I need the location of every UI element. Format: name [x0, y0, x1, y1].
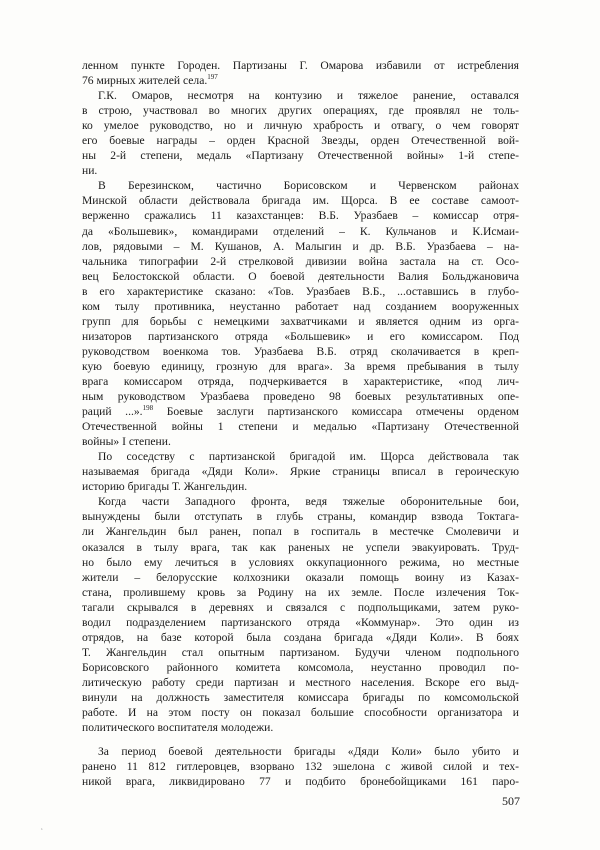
text-line: вынуждены были отступать в глубь страны, командир взвода Токтага- [82, 510, 519, 524]
text-line: раций ...».$^{198}$ Боевые заслуги партизанского комиссара отмечены орденом [82, 404, 519, 419]
text-line: В Березинском, частично Борисовском и Червенском районах [98, 179, 519, 193]
text-line: ны 2-й степени, медаль «Партизану Отечественной войны» 1-й степе- [82, 149, 519, 163]
text-line: да «Большевик», командирами отделений – К. Кульчанов и К.Исмаи- [82, 224, 519, 238]
paragraph [82, 58, 519, 88]
text-line: политического воспитателя молодежи. [82, 721, 274, 735]
text-line: называемая бригада «Дяди Коли». Яркие страницы вписал в героическую [82, 465, 519, 479]
text-line: ранено 11 812 гитлеровцев, взорвано 132 эшелона с живой силой и тех- [82, 760, 519, 774]
text-line: оказался в тылу врага, так как раненых не успели эвакуировать. Труд- [82, 540, 519, 554]
text-line: ком тылу противника, неустанно работает над созданием вооруженных [82, 299, 519, 313]
text-line: работе. И на этом посту он показал большие способности организатора и [82, 706, 519, 720]
text-line: ли Жангельдин был ранен, попал в госпиталь в местечке Смолевичи и [82, 525, 519, 539]
text-line: стана, пролившему кровь за Родину на их земле. После излечения Ток- [82, 585, 519, 599]
text-line: По соседству с партизанской бригадой им. Щорса действовала так [98, 450, 519, 464]
text-line: ни. [82, 164, 98, 178]
text-line: Г.К. Омаров, несмотря на контузию и тяжелое ранение, оставался [98, 89, 519, 103]
footnote-ref: 198 [142, 404, 154, 413]
text-line: ленном пункте Городен. Партизаны Г. Омарова избавили от истребления [82, 59, 519, 72]
page-number: 507 [502, 794, 520, 808]
text-line: литическую работу среди партизан и местного населения. Вскоре его выд- [82, 675, 519, 689]
text-line: руководством военкома тов. Уразбаева В.Б. отряд сколачивается в креп- [82, 344, 519, 358]
text-line: кую боевую единицу, грозную для врага». За время пребывания в тылу [82, 359, 519, 373]
text-line: жители – белорусские колхозники оказали помощь воину из Казах- [82, 570, 519, 584]
text-line: За период боевой деятельности бригады «Дяди Коли» было убито и [98, 745, 519, 759]
text-line: Когда части Западного фронта, ведя тяжелые оборонительные бои, [98, 495, 519, 509]
text-line: врага комиссаром отряда, подчеркивается в характеристике, «под лич- [82, 374, 519, 388]
text-line: отрядов, на базе которой была создана бригада «Дяди Коли». В боях [82, 630, 519, 644]
text-line: Борисовского районного комитета комсомола, неустанно проводил по- [82, 660, 519, 674]
footnote-ref: 197 [207, 73, 218, 82]
text-line: низаторов партизанского отряда «Большевик» и его комиссаром. Под [82, 329, 519, 343]
text-line: винули на должность заместителя комиссара бригады по комсомольской [82, 690, 519, 704]
text-line: в его характеристике сказано: «Тов. Уразбаев В.Б., ...оставшись в глубо- [82, 284, 519, 298]
scan-mark: ‘ [41, 827, 43, 836]
text-line: 76 мирных жителей села.$^{197}$ [82, 73, 218, 88]
text-line: его боевые награды – орден Красной Звезды, орден Отечественной вой- [82, 134, 519, 148]
text-line: групп для борьбы с немецкими захватчиками и является одним из орга- [82, 314, 519, 328]
text-line: вец Белостокской области. О боевой деятельности Валия Больджановича [82, 269, 519, 283]
text-line: Минской области действовала бригада им. Щорса. В ее составе самоот- [82, 194, 519, 208]
text-line: ным руководством Уразбаева проведено 98 боевых результативных опе- [82, 390, 519, 404]
text-line: Отечественной войны 1 степени и медалью «Партизану Отечественной [82, 420, 519, 434]
text-line: историю бригады Т. Жангельдин. [82, 480, 248, 494]
text-line: чальника типографии 2-й стрелковой дивизии война застала на ст. Осо- [82, 254, 519, 268]
text-line: ко умелое руководство, но и личную храбрость и отвагу, о чем говорят [82, 119, 519, 133]
text-line: водил подразделением партизанского отряда «Коммунар». Это один из [82, 615, 519, 629]
text-line: в строю, участвовал во многих других операциях, где проявлял не толь- [82, 104, 519, 118]
paragraph [82, 178, 519, 449]
text-line: тагали скрывался в деревнях и связался с подпольщиками, затем руко- [82, 600, 519, 614]
text-line: верженно сражались 11 казахстанцев: В.Б. Уразбаев – комиссар отря- [82, 209, 519, 223]
text-line: Т. Жангельдин стал опытным партизаном. Будучи членом подпольного [82, 645, 519, 659]
text-line: никой врага, ликвидировано 77 и подбито бронебойщиками 161 паро- [82, 775, 519, 789]
text-line: но было ему лечиться в условиях оккупационного режима, но местные [82, 555, 519, 569]
paragraph [82, 494, 519, 735]
paragraph [82, 88, 519, 178]
paragraph [82, 449, 519, 494]
text-line: войны» I степени. [82, 435, 171, 449]
paragraph [82, 744, 519, 789]
body-text [82, 58, 519, 789]
text-line: лов, рядовыми – М. Кушанов, А. Малыгин и др. В.Б. Уразбаева – на- [82, 239, 519, 253]
